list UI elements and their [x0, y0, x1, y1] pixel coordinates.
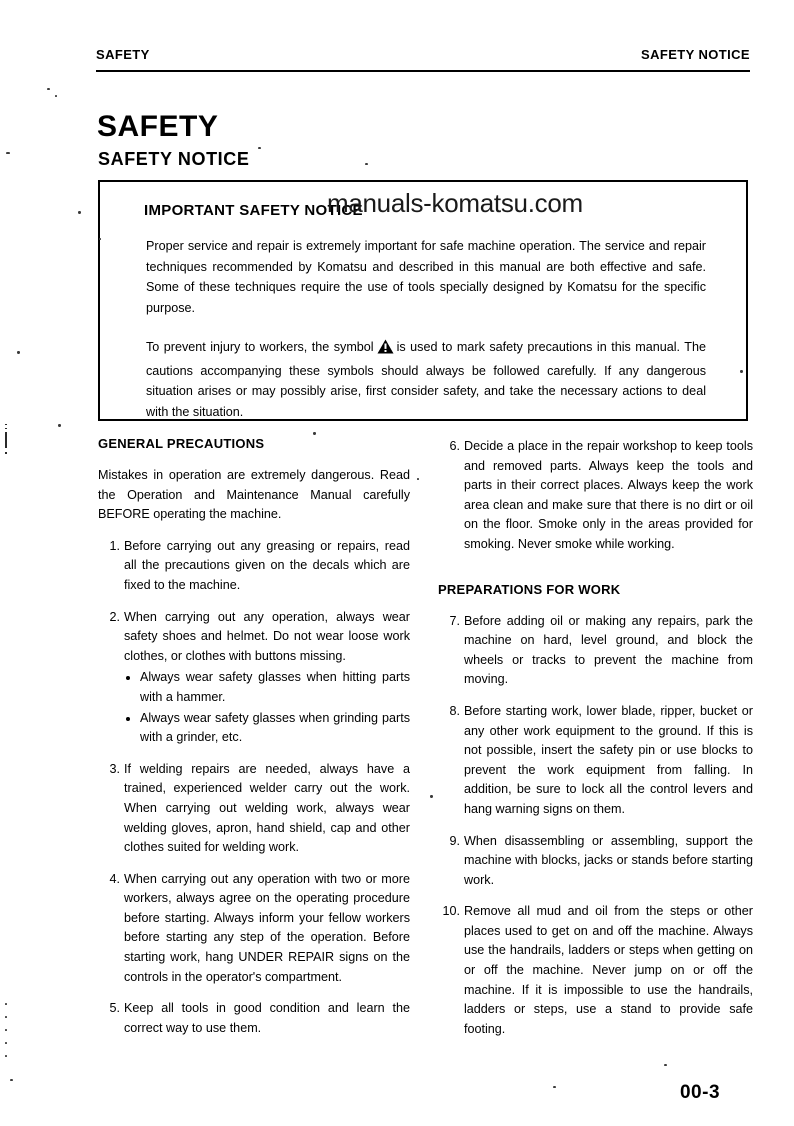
list-item-text: Keep all tools in good condition and learn the correct way to use them.: [124, 1001, 410, 1035]
list-item-number: 3.: [109, 761, 120, 776]
list-item: [98, 608, 410, 748]
notice-paragraph-1: Proper service and repair is extremely important for safe machine operation. The service and repair techniques recommended by Komatsu and described in this manual are both effective and safe. Some of these techniques require the use of tools specially designed by Komatsu for the specific purpose.: [146, 239, 706, 315]
preparations-for-work-list: [438, 612, 753, 1040]
scan-speck: [58, 424, 61, 427]
list-item-number: 9.: [449, 833, 460, 848]
list-item: [98, 999, 410, 1038]
scan-mark: [5, 428, 7, 429]
page-subtitle: SAFETY NOTICE: [98, 149, 250, 169]
page-title: SAFETY: [97, 110, 219, 143]
list-item: [124, 668, 410, 707]
right-column: [438, 437, 753, 1051]
watermark-text: manuals-komatsu.com: [327, 188, 583, 218]
scan-speck: [740, 370, 743, 373]
scan-speck: [365, 163, 368, 165]
bullet-dot-icon: [126, 676, 130, 680]
list-item-text: When carrying out any operation with two or more workers, always agree on the operating procedure before starting. Always inform your fellow workers before starting any step of the operation. Before starting work, hang UNDER REPAIR signs on the controls in the operator's compartment.: [124, 871, 410, 984]
preparations-for-work-heading: PREPARATIONS FOR WORK: [438, 581, 621, 597]
scan-speck: [17, 351, 20, 354]
list-item-text: Before carrying out any greasing or repairs, read all the precautions given on the decals which are fixed to the machine.: [124, 538, 410, 592]
list-item-text: When carrying out any operation, always wear safety shoes and helmet. Do not wear loose work clothes, or clothes with buttons missing.: [124, 609, 410, 663]
notice-paragraph-2-part-a: To prevent injury to workers, the symbol: [146, 340, 374, 354]
scan-speck: [313, 432, 316, 435]
general-precautions-heading: GENERAL PRECAUTIONS: [98, 436, 265, 451]
running-header: [96, 48, 750, 61]
scan-mark: [5, 452, 7, 454]
list-item: [438, 437, 753, 555]
list-item-number: 6.: [449, 439, 460, 453]
list-item-number: 2.: [109, 609, 120, 624]
list-item-text: Decide a place in the repair workshop to keep tools and removed parts. Always keep the tools and parts in their correct places. Always keep the work area clean and make sure that there is no dirt or oil on the floor. Smoke only in the areas provided for smoking. Never smoke while working.: [464, 439, 753, 551]
scan-speck: [258, 147, 261, 149]
list-item: [98, 537, 410, 596]
list-item-text: Before adding oil or making any repairs, park the machine on hard, level ground, and block the wheels or tracks to prevent the machine from moving.: [464, 613, 753, 687]
list-item: [98, 870, 410, 988]
general-precautions-list: [98, 537, 410, 1039]
scan-speck: [5, 1055, 7, 1057]
scan-speck: [5, 1016, 7, 1018]
scan-speck: [430, 795, 433, 798]
bullet-dot-icon: [126, 717, 130, 721]
sub-bullet-text: Always wear safety glasses when hitting parts with a hammer.: [140, 670, 410, 704]
list-item: [438, 612, 753, 690]
notice-heading: IMPORTANT SAFETY NOTICE: [144, 202, 363, 219]
scan-speck: [5, 1029, 7, 1031]
list-item-text: Before starting work, lower blade, ripper, bucket or any other work equipment to the ground. If this is not possible, insert the safety pin or use blocks to prevent the work equipment from falling. In addition, be sure to lock all the control levers and hang warning signs on them.: [464, 703, 753, 816]
general-precautions-list-continued: [438, 437, 753, 555]
notice-body: [146, 236, 706, 422]
scan-speck: [5, 1003, 7, 1005]
list-item-number: 1.: [109, 538, 120, 553]
scan-speck: [47, 88, 50, 90]
list-item-text: When disassembling or assembling, support the machine with blocks, jacks or stands before starting work.: [464, 833, 753, 887]
scan-speck: [5, 1042, 7, 1044]
sub-bullet-list: [124, 668, 410, 747]
list-item-number: 10.: [442, 904, 460, 919]
general-precautions-intro: Mistakes in operation are extremely dangerous. Read the Operation and Maintenance Manual carefully BEFORE operating the machine.: [98, 468, 410, 522]
list-item-number: 4.: [109, 871, 120, 886]
important-safety-notice-box: [98, 180, 748, 421]
scan-speck: [417, 478, 419, 480]
scan-speck: [10, 1079, 13, 1081]
scan-mark: [5, 432, 7, 448]
scan-speck: [78, 211, 81, 214]
header-right-label: SAFETY NOTICE: [641, 47, 750, 62]
sub-bullet-text: Always wear safety glasses when grinding parts with a grinder, etc.: [140, 710, 410, 745]
list-item-text: If welding repairs are needed, always have a trained, experienced welder carry out the work. When carrying out welding work, always wear welding gloves, apron, hand shield, cap and other clothes suited for welding work.: [124, 761, 410, 855]
list-item: [438, 902, 753, 1039]
list-item: [438, 702, 753, 820]
scan-speck: [55, 95, 57, 97]
header-left-label: SAFETY: [96, 47, 150, 62]
notice-paragraph-2: [146, 337, 706, 422]
list-item: [438, 832, 753, 891]
page-number: 00-3: [679, 1082, 721, 1103]
list-item-number: 7.: [449, 613, 460, 628]
list-item: [124, 709, 410, 748]
list-item: [98, 760, 410, 858]
list-item-text: Remove all mud and oil from the steps or other places used to get on and off the machine. Always use the handrails, ladders or steps when getting on or off the machine. Never jump on or off the machine. If it is impossible to use the handrails, ladders or steps, use a stand to provide safe footing.: [464, 904, 753, 1036]
list-item-number: 8.: [449, 703, 460, 718]
header-divider-rule: [96, 70, 750, 72]
scan-mark: [5, 424, 7, 425]
warning-triangle-icon: [377, 339, 394, 361]
left-column: [98, 437, 410, 1050]
scan-speck: [6, 152, 10, 154]
scan-speck: [553, 1086, 556, 1088]
scan-speck: [664, 1064, 667, 1066]
scan-speck: [99, 238, 101, 240]
list-item-number: 5.: [109, 1001, 120, 1016]
notice-paragraph-2-part-b: is used to mark safety precautions in this manual. The cautions accompanying these symbols should always be followed carefully. If any dangerous situation arises or may possibly arise, first consider safety, and take the necessary actions to deal with the situation.: [146, 340, 706, 419]
